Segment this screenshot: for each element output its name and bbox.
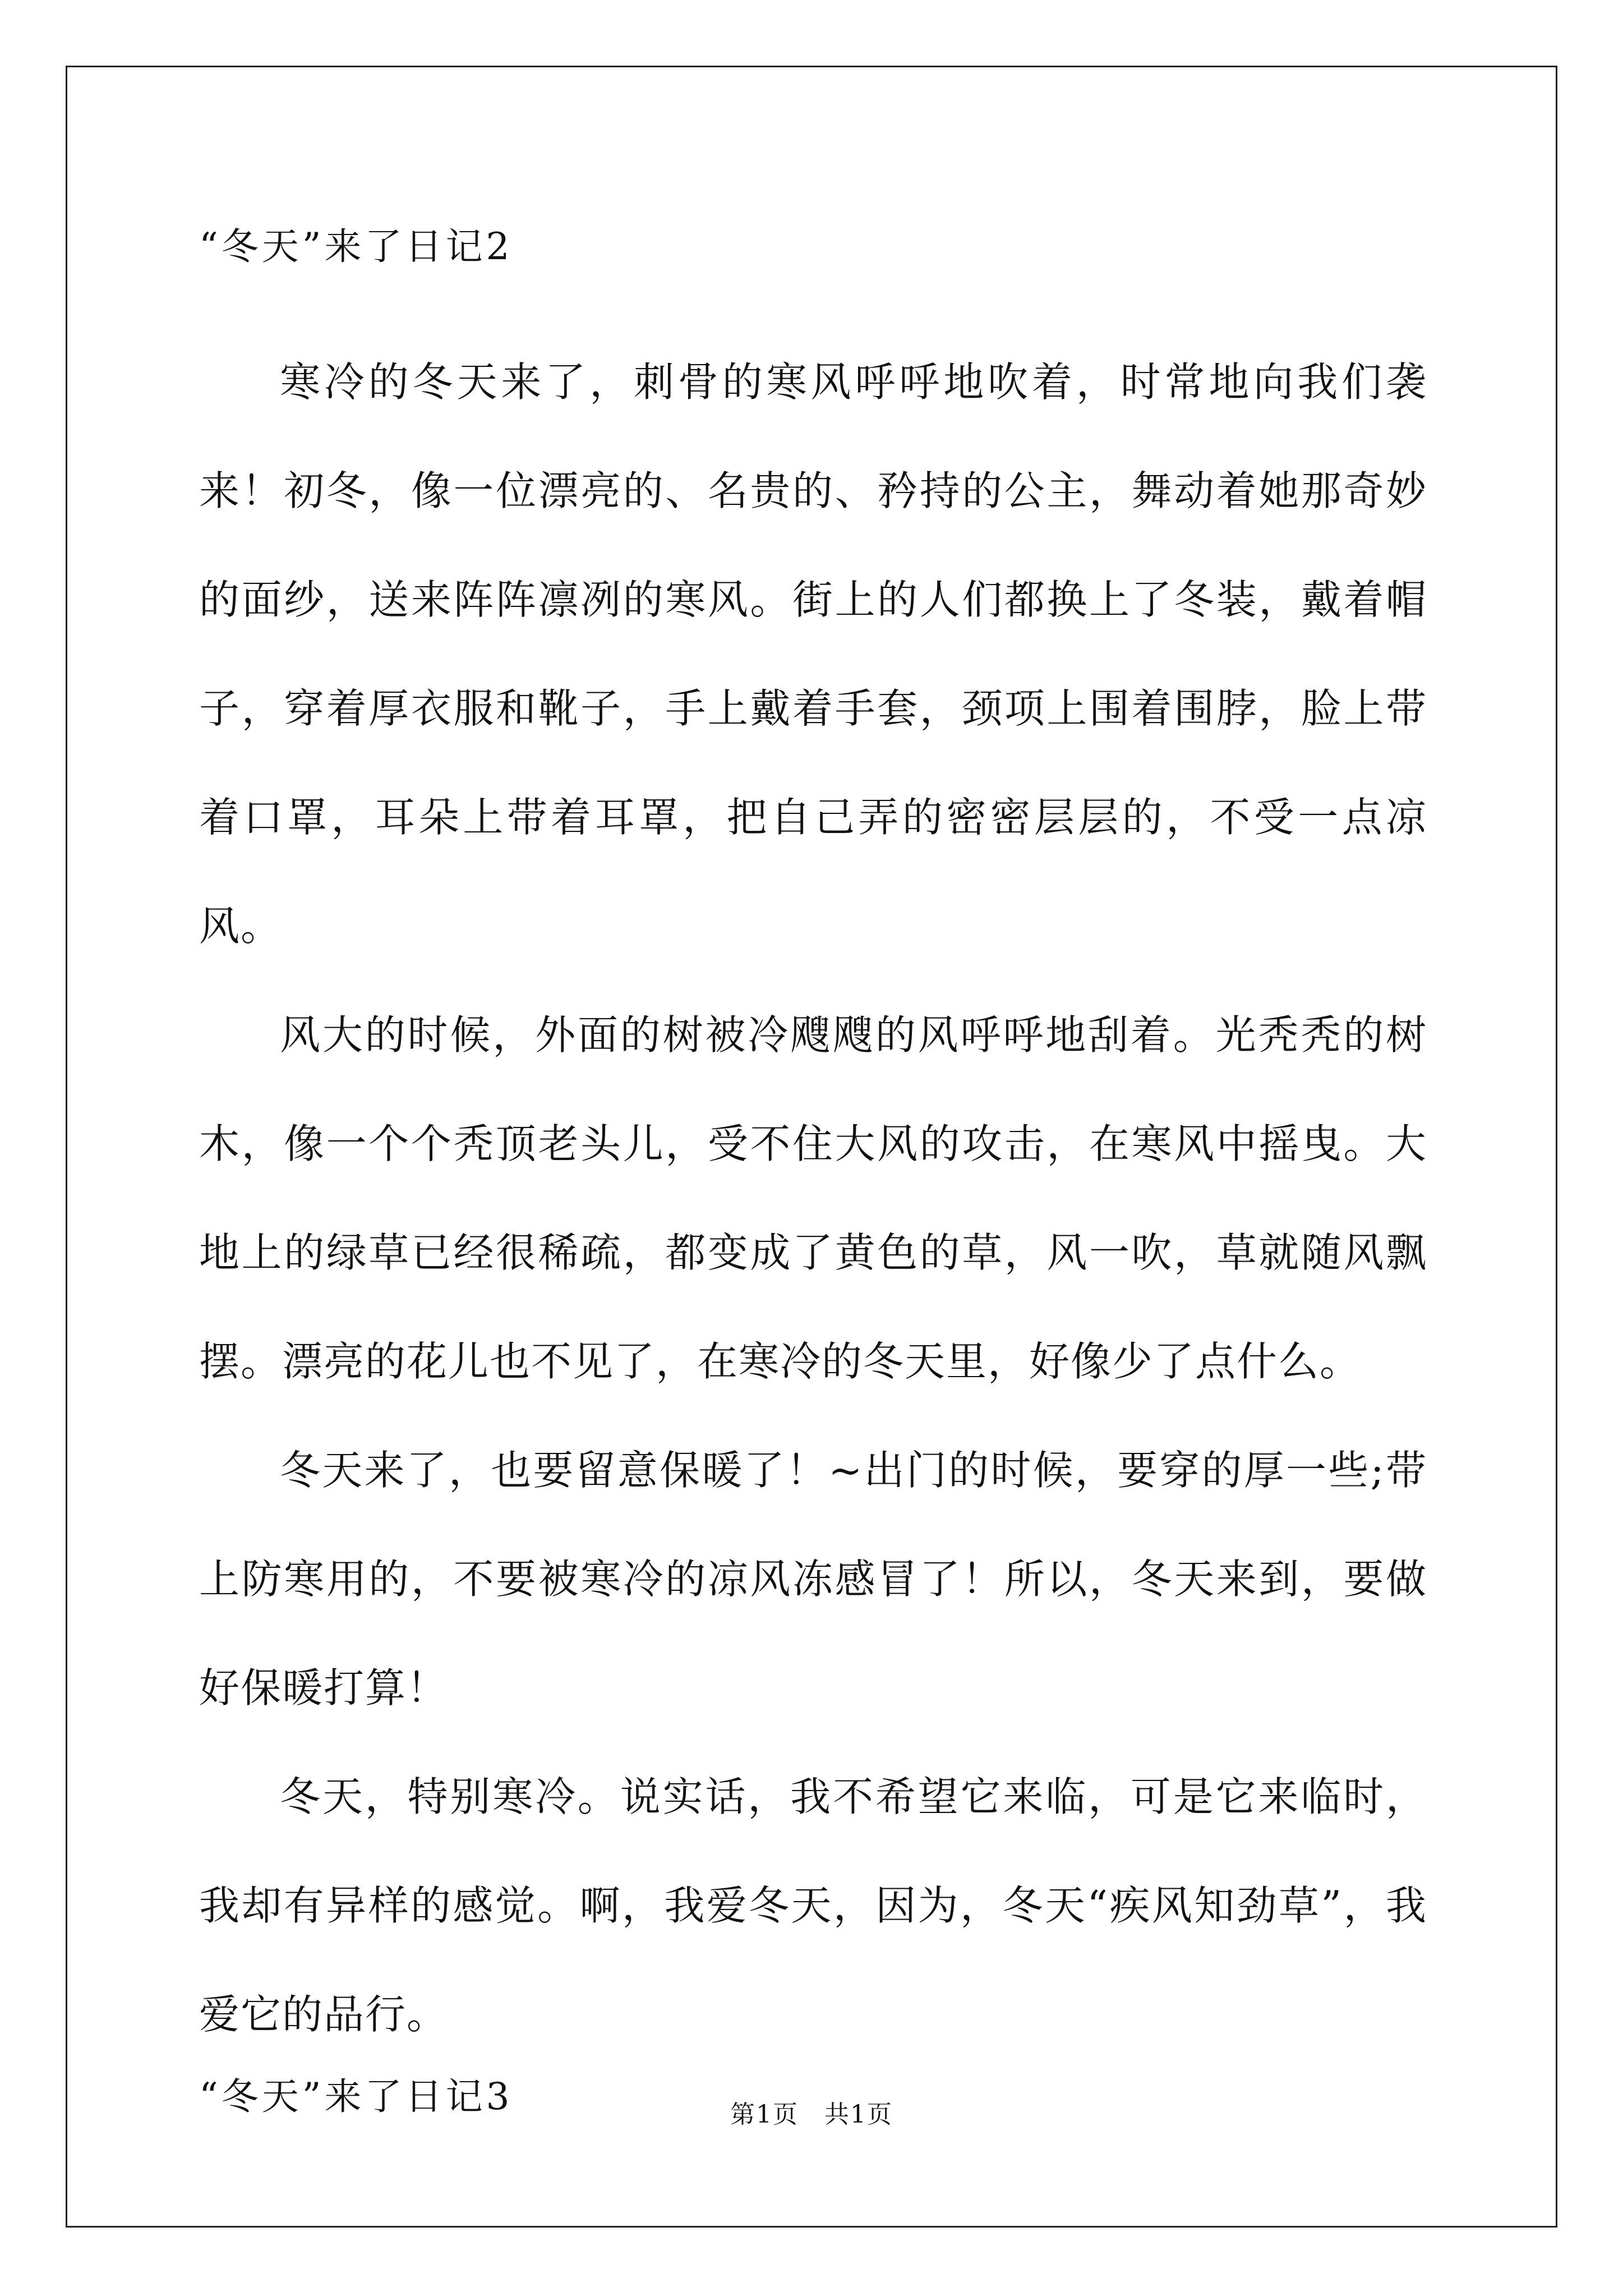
page-footer: 第1页 共1页 xyxy=(730,2100,893,2129)
paragraph-3: 冬天来了，也要留意保暖了！~出门的时候，要穿的厚一些;带上防寒用的，不要被寒冷的凉风冻感冒了！所以，冬天来到，要做好保暖打算！ xyxy=(199,1447,1427,1711)
paragraph-2: 风大的时候，外面的树被冷飕飕的风呼呼地刮着。光秃秃的树木，像一个个秃顶老头儿，受不住大风的攻击，在寒风中摇曳。大地上的绿草已经很稀疏，都变成了黄色的草，风一吹，草就随风飘摆。漂亮的花儿也不见了，在寒冷的冬天里，好像少了点什么。 xyxy=(199,1011,1427,1385)
paragraph-1: 寒冷的冬天来了，刺骨的寒风呼呼地吹着，时常地向我们袭来！初冬，像一位漂亮的、名贵的、矜持的公主，舞动着她那奇妙的面纱，送来阵阵凛冽的寒风。街上的人们都换上了冬装，戴着帽子，穿着厚衣服和靴子，手上戴着手套，颈项上围着围脖，脸上带着口罩，耳朵上带着耳罩，把自己弄的密密层层的，不受一点凉风。 xyxy=(199,358,1427,950)
paragraph-4: 冬天，特别寒冷。说实话，我不希望它来临，可是它来临时，我却有异样的感觉。啊，我爱冬天，因为，冬天“疾风知劲草”，我爱它的品行。 xyxy=(199,1773,1427,2038)
document-body xyxy=(199,219,1427,2178)
entry-title-3: “冬天”来了日记3 xyxy=(199,2075,513,2118)
entry-title-2: “冬天”来了日记2 xyxy=(199,225,513,268)
